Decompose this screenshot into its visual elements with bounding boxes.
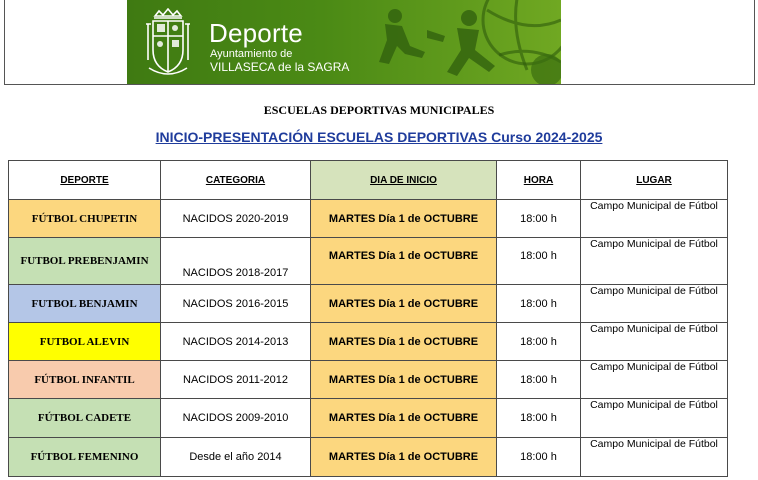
dia-cell: MARTES Día 1 de OCTUBRE: [311, 285, 497, 323]
categoria-cell: NACIDOS 2016-2015: [161, 285, 311, 323]
table-row: [9, 285, 728, 323]
categoria-cell: NACIDOS 2009-2010: [161, 399, 311, 438]
page-title: ESCUELAS DEPORTIVAS MUNICIPALES: [263, 103, 495, 117]
lugar-cell: Campo Municipal de Fútbol: [581, 323, 728, 361]
column-header-deporte: DEPORTE: [9, 161, 161, 200]
brand-title: Deporte: [209, 18, 303, 48]
column-header-categoria: CATEGORIA: [161, 161, 311, 200]
hora-cell: 18:00 h: [497, 200, 581, 238]
page-subtitle: INICIO-PRESENTACIÓN ESCUELAS DEPORTIVAS Curso 2024-2025: [155, 129, 603, 145]
categoria-cell: NACIDOS 2018-2017: [161, 238, 311, 285]
categoria-cell: NACIDOS 2011-2012: [161, 361, 311, 399]
brand-subtitle-ayuntamiento: Ayuntamiento de: [210, 48, 293, 60]
lugar-cell: Campo Municipal de Fútbol: [581, 361, 728, 399]
hora-cell: 18:00 h: [497, 323, 581, 361]
deporte-cell: FÚTBOL CADETE: [9, 399, 161, 438]
lugar-cell: Campo Municipal de Fútbol: [581, 438, 728, 477]
dia-cell: MARTES Día 1 de OCTUBRE: [311, 399, 497, 438]
lugar-cell: Campo Municipal de Fútbol: [581, 285, 728, 323]
hora-cell: 18:00 h: [497, 238, 581, 285]
lugar-cell: Campo Municipal de Fútbol: [581, 399, 728, 438]
hora-cell: 18:00 h: [497, 399, 581, 438]
dia-cell: MARTES Día 1 de OCTUBRE: [311, 200, 497, 238]
brand-subtitle-town: VILLASECA de la SAGRA: [210, 60, 350, 74]
deporte-cell: FÚTBOL INFANTIL: [9, 361, 161, 399]
column-header-dia-de-inicio: DIA DE INICIO: [311, 161, 497, 200]
deporte-banner: [127, 0, 561, 84]
dia-cell: MARTES Día 1 de OCTUBRE: [311, 323, 497, 361]
dia-cell: MARTES Día 1 de OCTUBRE: [311, 238, 497, 285]
column-header-hora: HORA: [497, 161, 581, 200]
lugar-cell: Campo Municipal de Fútbol: [581, 238, 728, 285]
dia-cell: MARTES Día 1 de OCTUBRE: [311, 438, 497, 477]
categoria-cell: Desde el año 2014: [161, 438, 311, 477]
table-row: [9, 438, 728, 477]
hora-cell: 18:00 h: [497, 361, 581, 399]
hora-cell: 18:00 h: [497, 285, 581, 323]
deporte-cell: FUTBOL ALEVIN: [9, 323, 161, 361]
coat-of-arms-icon: [145, 8, 191, 78]
schedule-table: [8, 160, 728, 477]
categoria-cell: NACIDOS 2014-2013: [161, 323, 311, 361]
lugar-cell: Campo Municipal de Fútbol: [581, 200, 728, 238]
deporte-cell: FUTBOL BENJAMIN: [9, 285, 161, 323]
deporte-cell: FÚTBOL CHUPETIN: [9, 200, 161, 238]
table-row: [9, 200, 728, 238]
column-header-lugar: LUGAR: [581, 161, 728, 200]
deporte-cell: FÚTBOL FEMENINO: [9, 438, 161, 477]
table-header-row: [9, 161, 728, 200]
table-row: [9, 399, 728, 438]
table-row: [9, 361, 728, 399]
table-row: [9, 323, 728, 361]
hora-cell: 18:00 h: [497, 438, 581, 477]
deporte-cell: FUTBOL PREBENJAMIN: [9, 238, 161, 285]
table-row: [9, 238, 728, 285]
categoria-cell: NACIDOS 2020-2019: [161, 200, 311, 238]
dia-cell: MARTES Día 1 de OCTUBRE: [311, 361, 497, 399]
